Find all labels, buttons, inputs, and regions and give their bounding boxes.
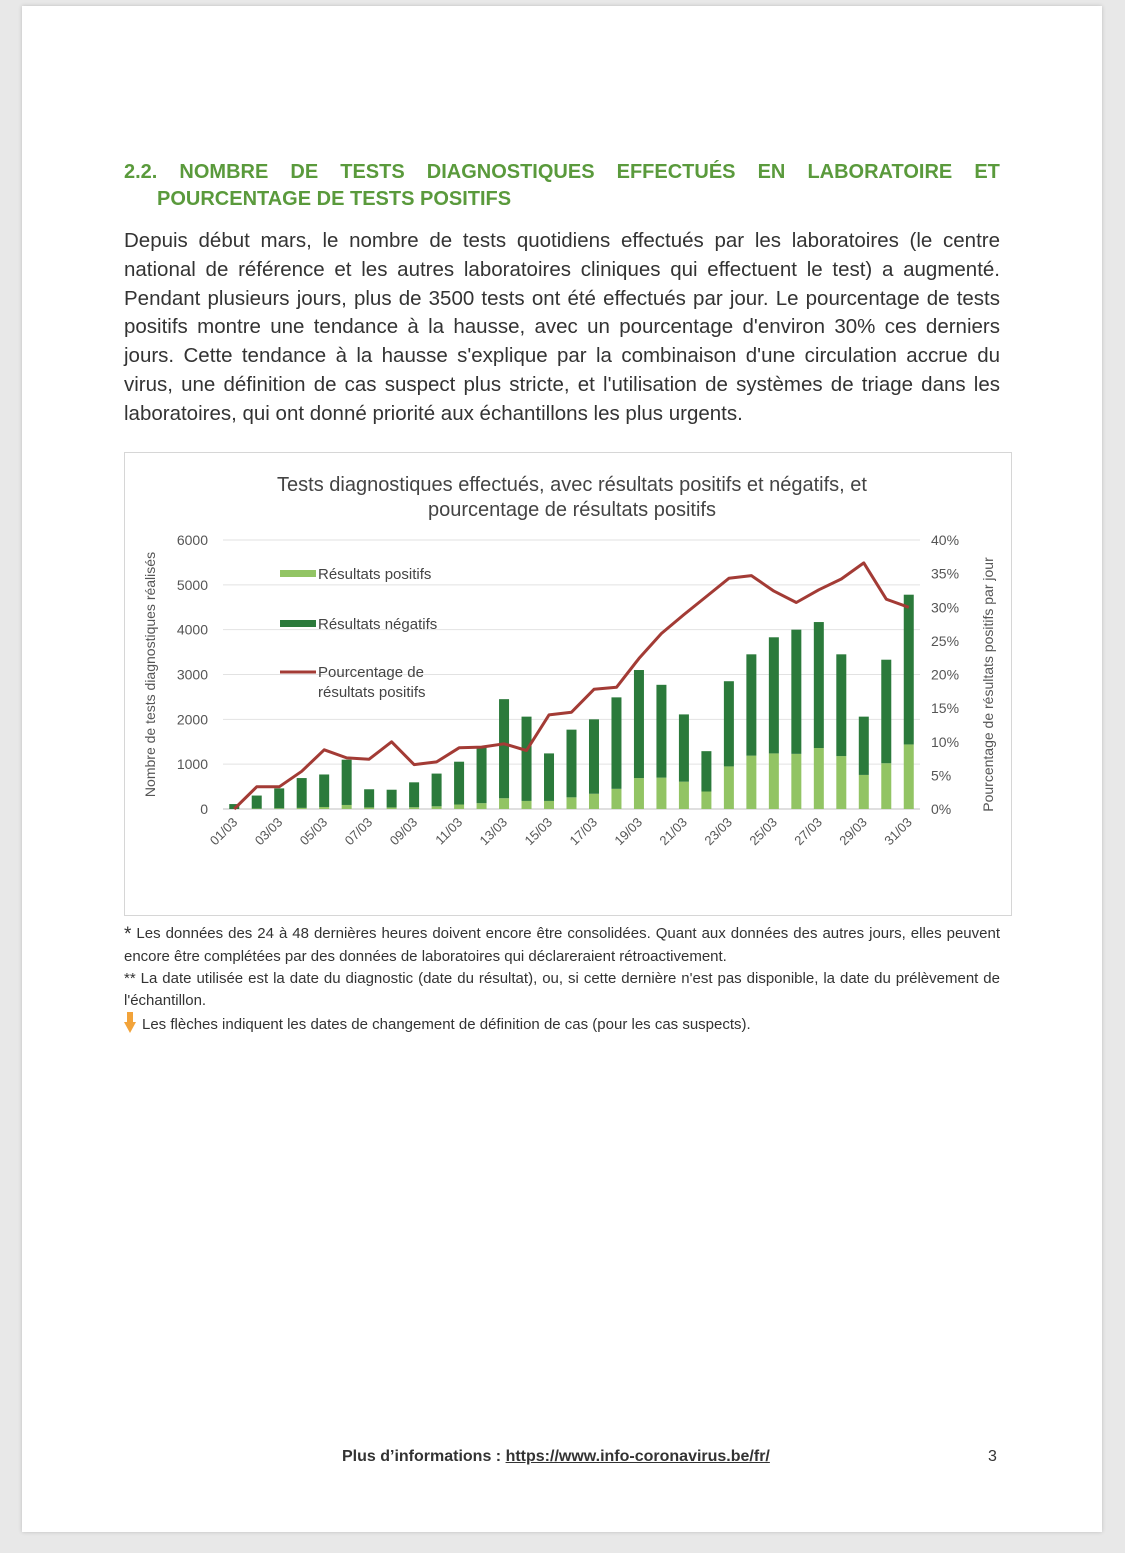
chart-title-line-2: pourcentage de résultats positifs bbox=[428, 499, 716, 521]
bar-negative bbox=[611, 697, 621, 788]
footnote-3-text: Les flèches indiquent les dates de changement de définition de cas (pour les cas suspects). bbox=[142, 1016, 751, 1033]
info-link[interactable]: https://www.info-coronavirus.be/fr/ bbox=[505, 1448, 770, 1465]
body-paragraph: Depuis début mars, le nombre de tests quotidiens effectués par les laboratoires (le centre national de référence et les autres laboratoires cliniques qui effectuent le test) a augmenté. Pendant plusieurs jours, plus de 3500 tests ont été effectués par jour. Le pourcentage de tests positifs montre une tendance à la hausse, avec un pourcentage d'environ 30% ces derniers jours. Cette tendance à la hausse s'explique par la combinaison d'une circulation accrue du virus, une définition de cas suspect plus stricte, et l'utilisation de systèmes de triage dans les laboratoires, qui ont donné priorité aux échantillons les plus urgents. bbox=[124, 229, 1000, 425]
y-tick-label: 4000 bbox=[176, 621, 208, 638]
bar-negative bbox=[454, 762, 464, 805]
heading-line-1 bbox=[124, 159, 1000, 186]
heading-word: ET bbox=[974, 161, 1000, 183]
heading-word: LABORATOIRE bbox=[807, 161, 953, 183]
legend-label-negative: Résultats négatifs bbox=[318, 616, 438, 633]
x-tick-label: 31/03 bbox=[881, 814, 915, 849]
bar-positive bbox=[611, 789, 621, 809]
heading-word: TESTS bbox=[340, 161, 405, 183]
chart-title-line-1: Tests diagnostiques effectués, avec résultats positifs et négatifs, et bbox=[277, 474, 867, 496]
bar-negative bbox=[499, 699, 509, 798]
bar-positive bbox=[297, 808, 307, 809]
down-arrow-icon bbox=[124, 1012, 136, 1034]
x-tick-label: 29/03 bbox=[836, 814, 870, 849]
bar-negative bbox=[567, 730, 577, 798]
legend-label-percent-2: résultats positifs bbox=[318, 684, 426, 701]
bar-positive bbox=[432, 806, 442, 809]
y-tick-label: 6000 bbox=[176, 532, 208, 548]
footer-label: Plus d’informations : bbox=[342, 1448, 506, 1465]
bar-negative bbox=[522, 717, 532, 801]
section-heading bbox=[124, 159, 1000, 213]
bar-negative bbox=[881, 660, 891, 764]
y2-tick-label: 10% bbox=[931, 733, 960, 750]
page-footer bbox=[342, 1448, 770, 1466]
x-tick-label: 09/03 bbox=[386, 814, 421, 849]
bar-negative bbox=[477, 746, 487, 803]
bar-positive bbox=[342, 805, 352, 809]
footnote-3 bbox=[124, 1012, 1000, 1036]
x-tick-label: 27/03 bbox=[791, 814, 825, 849]
bar-positive bbox=[522, 801, 532, 809]
bar-positive bbox=[746, 756, 756, 809]
bar-negative bbox=[634, 670, 644, 778]
x-tick-label: 25/03 bbox=[746, 814, 780, 849]
y2-tick-label: 30% bbox=[931, 599, 960, 616]
bar-positive bbox=[544, 801, 554, 809]
bar-negative bbox=[319, 774, 329, 807]
heading-line-2: POURCENTAGE DE TESTS POSITIFS bbox=[157, 188, 512, 210]
bar-negative bbox=[274, 788, 284, 808]
bar-positive bbox=[859, 775, 869, 809]
bar-negative bbox=[836, 654, 846, 756]
x-tick-label: 01/03 bbox=[206, 814, 241, 849]
x-tick-label: 17/03 bbox=[566, 814, 601, 849]
bar-negative bbox=[701, 751, 711, 791]
heading-word: EFFECTUÉS bbox=[616, 161, 736, 183]
y2-tick-label: 35% bbox=[931, 565, 960, 582]
heading-word: DIAGNOSTIQUES bbox=[426, 161, 595, 183]
x-tick-label: 11/03 bbox=[432, 814, 466, 848]
bar-positive bbox=[701, 792, 711, 809]
bar-positive bbox=[499, 798, 509, 809]
page-number: 3 bbox=[988, 1448, 997, 1465]
bar-negative bbox=[814, 622, 824, 748]
y2-tick-label: 0% bbox=[931, 801, 952, 817]
bar-negative bbox=[679, 714, 689, 781]
bar-positive bbox=[387, 807, 397, 809]
legend-label-percent-1: Pourcentage de bbox=[318, 664, 424, 681]
x-tick-label: 07/03 bbox=[341, 814, 376, 849]
y-tick-label: 5000 bbox=[176, 576, 208, 593]
x-tick-label: 05/03 bbox=[296, 814, 331, 849]
bar-negative bbox=[746, 654, 756, 755]
legend-swatch-negative bbox=[280, 620, 316, 627]
bar-positive bbox=[791, 754, 801, 809]
bar-positive bbox=[836, 756, 846, 809]
y2-tick-label: 20% bbox=[931, 666, 960, 683]
heading-word: DE bbox=[290, 161, 319, 183]
y-tick-label: 3000 bbox=[176, 666, 208, 683]
x-tick-label: 21/03 bbox=[656, 814, 691, 849]
bar-positive bbox=[274, 808, 284, 809]
y2-tick-label: 15% bbox=[931, 700, 960, 717]
y2-tick-label: 25% bbox=[931, 632, 960, 649]
bar-negative bbox=[252, 796, 262, 809]
bar-negative bbox=[387, 790, 397, 808]
y2-tick-label: 5% bbox=[931, 767, 952, 784]
bar-positive bbox=[881, 763, 891, 809]
x-tick-label: 03/03 bbox=[251, 814, 286, 849]
y-tick-label: 2000 bbox=[176, 711, 208, 728]
footnotes bbox=[124, 923, 1000, 1036]
chart-svg bbox=[125, 453, 1011, 915]
legend-label-positive: Résultats positifs bbox=[318, 566, 432, 583]
x-tick-label: 23/03 bbox=[701, 814, 736, 849]
bar-negative bbox=[342, 760, 352, 805]
bar-positive bbox=[634, 778, 644, 809]
bar-positive bbox=[477, 803, 487, 809]
y-axis-label: Nombre de tests diagnostiques réalisés bbox=[142, 551, 158, 798]
y-tick-label: 0 bbox=[200, 801, 208, 817]
bar-positive bbox=[814, 748, 824, 809]
bar-positive bbox=[589, 794, 599, 809]
bar-negative bbox=[544, 753, 554, 801]
footnote-1 bbox=[124, 923, 1000, 968]
chart-container bbox=[124, 452, 1012, 916]
bar-negative bbox=[364, 789, 374, 807]
bar-negative bbox=[904, 595, 914, 745]
bar-positive bbox=[769, 753, 779, 809]
bar-negative bbox=[859, 717, 869, 775]
heading-word: 2.2. bbox=[124, 161, 158, 183]
legend-swatch-positive bbox=[280, 570, 316, 577]
bar-positive bbox=[319, 807, 329, 809]
footnote-star: * bbox=[124, 924, 132, 945]
bar-positive bbox=[364, 807, 374, 809]
bar-positive bbox=[567, 797, 577, 809]
bar-positive bbox=[724, 766, 734, 809]
bar-positive bbox=[656, 778, 666, 809]
heading-word: NOMBRE bbox=[179, 161, 269, 183]
bar-negative bbox=[724, 681, 734, 766]
x-tick-label: 19/03 bbox=[611, 814, 646, 849]
footnote-2: ** La date utilisée est la date du diagnostic (date du résultat), ou, si cette dernière n'est pas disponible, la date du prélèvement de l'échantillon. bbox=[124, 970, 1000, 1009]
bar-negative bbox=[656, 685, 666, 778]
bar-negative bbox=[791, 630, 801, 754]
x-tick-label: 15/03 bbox=[521, 814, 556, 849]
footnote-1-text: Les données des 24 à 48 dernières heures doivent encore être consolidées. Quant aux données des autres jours, elles peuvent encore être complétées par des données de laboratoires qui déclareraient rétroactivement. bbox=[124, 925, 1000, 965]
y2-tick-label: 40% bbox=[931, 532, 960, 548]
bar-negative bbox=[589, 719, 599, 793]
y2-axis-label: Pourcentage de résultats positifs par jour bbox=[980, 557, 996, 812]
x-tick-label: 13/03 bbox=[476, 814, 511, 849]
bar-negative bbox=[432, 774, 442, 807]
bar-positive bbox=[454, 805, 464, 809]
bar-positive bbox=[904, 744, 914, 809]
y-tick-label: 1000 bbox=[176, 756, 208, 773]
bar-positive bbox=[679, 782, 689, 809]
bar-negative bbox=[769, 637, 779, 753]
bar-negative bbox=[409, 782, 419, 807]
bar-negative bbox=[297, 778, 307, 808]
bar-positive bbox=[409, 807, 419, 809]
heading-word: EN bbox=[757, 161, 786, 183]
document-page bbox=[22, 6, 1102, 1532]
